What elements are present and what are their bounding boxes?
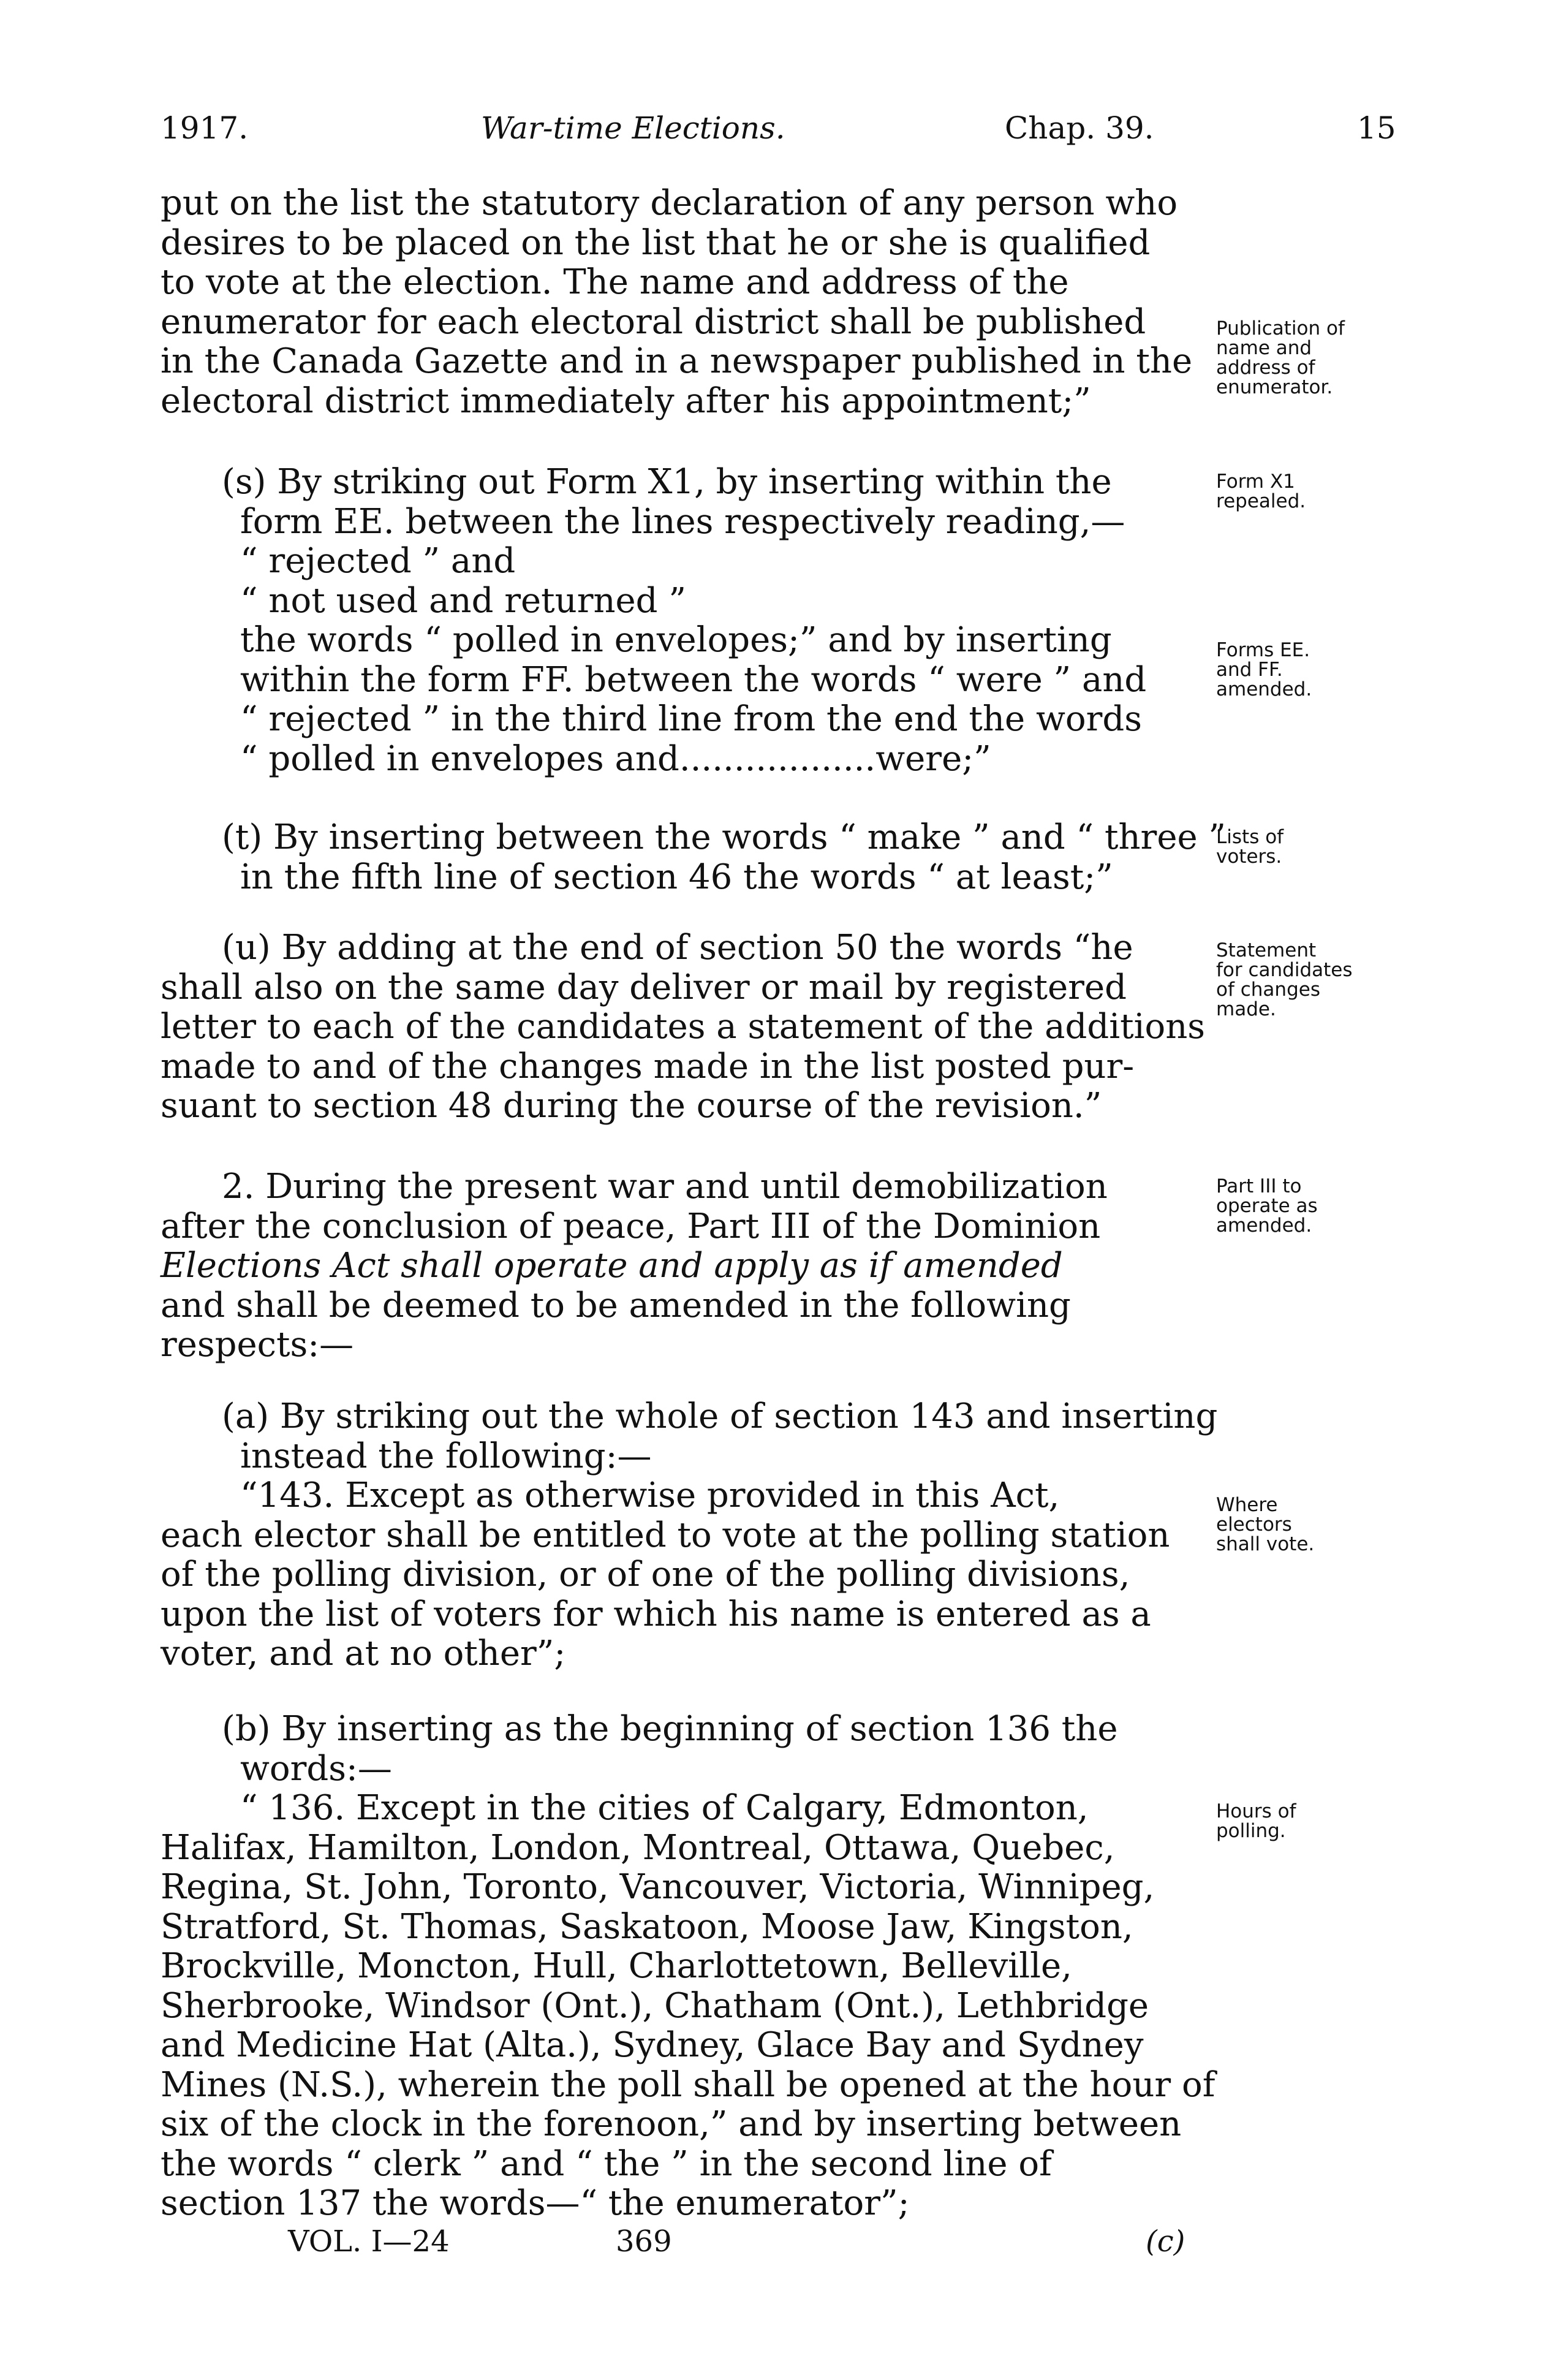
text-line: the words “ clerk ” and “ the ” in the second line of [161, 2143, 1052, 2184]
text-line: “143. Except as otherwise provided in this Act, [240, 1476, 1060, 1515]
text-line: after the conclusion of peace, Part III of the Dominion [161, 1206, 1101, 1246]
margin-note-line: repealed. [1216, 490, 1306, 512]
margin-note-line: and FF. [1216, 659, 1283, 681]
margin-note-line: name and [1216, 337, 1312, 359]
text-line: desires to be placed on the list that he or she is qualified [161, 222, 1151, 263]
text-line: Mines (N.S.), wherein the poll shall be opened at the hour of [161, 2064, 1215, 2105]
clause-t [161, 817, 1227, 897]
clause-u [161, 928, 1206, 1126]
text-line: “ 136. Except in the cities of Calgary, Edmonton, [240, 1788, 1089, 1828]
margin-note-line: Part III to [1216, 1175, 1302, 1197]
text-line: Regina, St. John, Toronto, Vancouver, Victoria, Winnipeg, [161, 1867, 1155, 1907]
header-chapter: Chap. 39. [1005, 110, 1154, 146]
text-line: words:— [240, 1748, 392, 1789]
margin-note-form-x1 [1216, 472, 1306, 511]
text-line: respects:— [161, 1325, 354, 1365]
margin-note-line: Hours of [1216, 1800, 1296, 1822]
text-line: “ rejected ” and [240, 541, 516, 581]
margin-note-forms-ee [1216, 640, 1312, 699]
header-page-number: 15 [1357, 110, 1396, 146]
text-line: enumerator for each electoral district shall be published [161, 301, 1146, 342]
margin-note-line: Lists of [1216, 826, 1284, 848]
clause-a [161, 1397, 1218, 1674]
margin-note-hours [1216, 1802, 1296, 1841]
text-line: Elections Act shall operate and apply as if amended [161, 1246, 1063, 1286]
margin-note-line: polling. [1216, 1820, 1286, 1842]
margin-note-line: Form X1 [1216, 471, 1295, 493]
text-line: shall also on the same day deliver or mail by registered [161, 967, 1127, 1007]
text-line: electoral district immediately after his appointment;” [161, 381, 1091, 421]
text-line: made to and of the changes made in the list posted pur- [161, 1046, 1135, 1086]
footer-page: 369 [616, 2224, 672, 2259]
text-line: the words “ polled in envelopes;” and by inserting [240, 620, 1112, 660]
text-line: “ rejected ” in the third line from the end the words [240, 699, 1142, 739]
margin-note-line: made. [1216, 998, 1276, 1020]
text-line: letter to each of the candidates a statement of the additions [161, 1007, 1206, 1047]
margin-note-lists [1216, 827, 1283, 866]
margin-note-line: electors [1216, 1514, 1292, 1536]
margin-note-line: for candidates [1216, 959, 1353, 981]
footer-catchword: (c) [1146, 2224, 1185, 2259]
text-line: Halifax, Hamilton, London, Montreal, Ottawa, Quebec, [161, 1827, 1115, 1868]
margin-note-line: operate as [1216, 1195, 1318, 1217]
clause-s [161, 463, 1196, 779]
margin-note-line: of changes [1216, 979, 1320, 1001]
text-line: (s) By striking out Form X1, by inserting within the [222, 462, 1112, 502]
text-line: and shall be deemed to be amended in the following [161, 1285, 1071, 1325]
header-title: War-time Elections. [481, 110, 785, 146]
header-year: 1917. [161, 110, 249, 146]
margin-note-part3 [1216, 1177, 1318, 1235]
text-line: instead the following:— [240, 1436, 652, 1476]
text-line: (b) By inserting as the beginning of section 136 the [222, 1709, 1118, 1749]
margin-note-line: Publication of [1216, 317, 1345, 339]
text-line: “ polled in envelopes and..................were;” [240, 738, 991, 779]
margin-note-where [1216, 1495, 1314, 1554]
text-line: (a) By striking out the whole of section 143 and inserting [222, 1397, 1218, 1436]
clause-b [161, 1709, 1215, 2224]
margin-note-line: shall vote. [1216, 1533, 1315, 1555]
text-line: 2. During the present war and until demobilization [222, 1167, 1108, 1207]
margin-note-line: Where [1216, 1494, 1278, 1516]
margin-note-publication [1216, 319, 1345, 397]
margin-note-line: Forms EE. [1216, 639, 1310, 661]
margin-note-line: voters. [1216, 846, 1282, 868]
text-line: upon the list of voters for which his name is entered as a [161, 1594, 1151, 1634]
text-line: each elector shall be entitled to vote at the polling station [161, 1515, 1170, 1555]
paragraph-continuation [161, 184, 1196, 421]
text-line: (u) By adding at the end of section 50 the words “he [222, 928, 1133, 968]
text-line: suant to section 48 during the course of the revision.” [161, 1086, 1102, 1126]
footer-volume: VOL. I—24 [288, 2224, 450, 2259]
margin-note-line: Statement [1216, 939, 1317, 961]
text-line: in the Canada Gazette and in a newspaper published in the [161, 341, 1193, 381]
text-line: section 137 the words—“ the enumerator”; [161, 2183, 910, 2223]
text-line: six of the clock in the forenoon,” and by inserting between [161, 2104, 1182, 2144]
text-line: put on the list the statutory declaration of any person who [161, 183, 1178, 223]
margin-note-line: amended. [1216, 678, 1312, 700]
text-line: (t) By inserting between the words “ make ” and “ three ” [222, 817, 1227, 857]
text-line: Sherbrooke, Windsor (Ont.), Chatham (Ont.), Lethbridge [161, 1985, 1149, 2026]
margin-note-line: address of [1216, 357, 1315, 379]
text-line: voter, and at no other”; [161, 1634, 566, 1673]
text-line: and Medicine Hat (Alta.), Sydney, Glace Bay and Sydney [161, 2025, 1144, 2065]
text-line: Stratford, St. Thomas, Saskatoon, Moose Jaw, Kingston, [161, 1906, 1133, 1947]
text-line: to vote at the election. The name and address of the [161, 262, 1069, 302]
margin-note-statement [1216, 941, 1353, 1019]
text-line: within the form FF. between the words “ were ” and [240, 659, 1147, 700]
margin-note-line: amended. [1216, 1215, 1312, 1237]
text-line: form EE. between the lines respectively reading,— [240, 501, 1125, 542]
text-line: of the polling division, or of one of the polling divisions, [161, 1555, 1130, 1594]
margin-note-line: enumerator. [1216, 376, 1333, 398]
text-line: “ not used and returned ” [240, 580, 686, 621]
text-line: in the fifth line of section 46 the words “ at least;” [240, 857, 1113, 897]
section-2 [161, 1167, 1196, 1365]
text-line: Brockville, Moncton, Hull, Charlottetown, Belleville, [161, 1946, 1072, 1986]
